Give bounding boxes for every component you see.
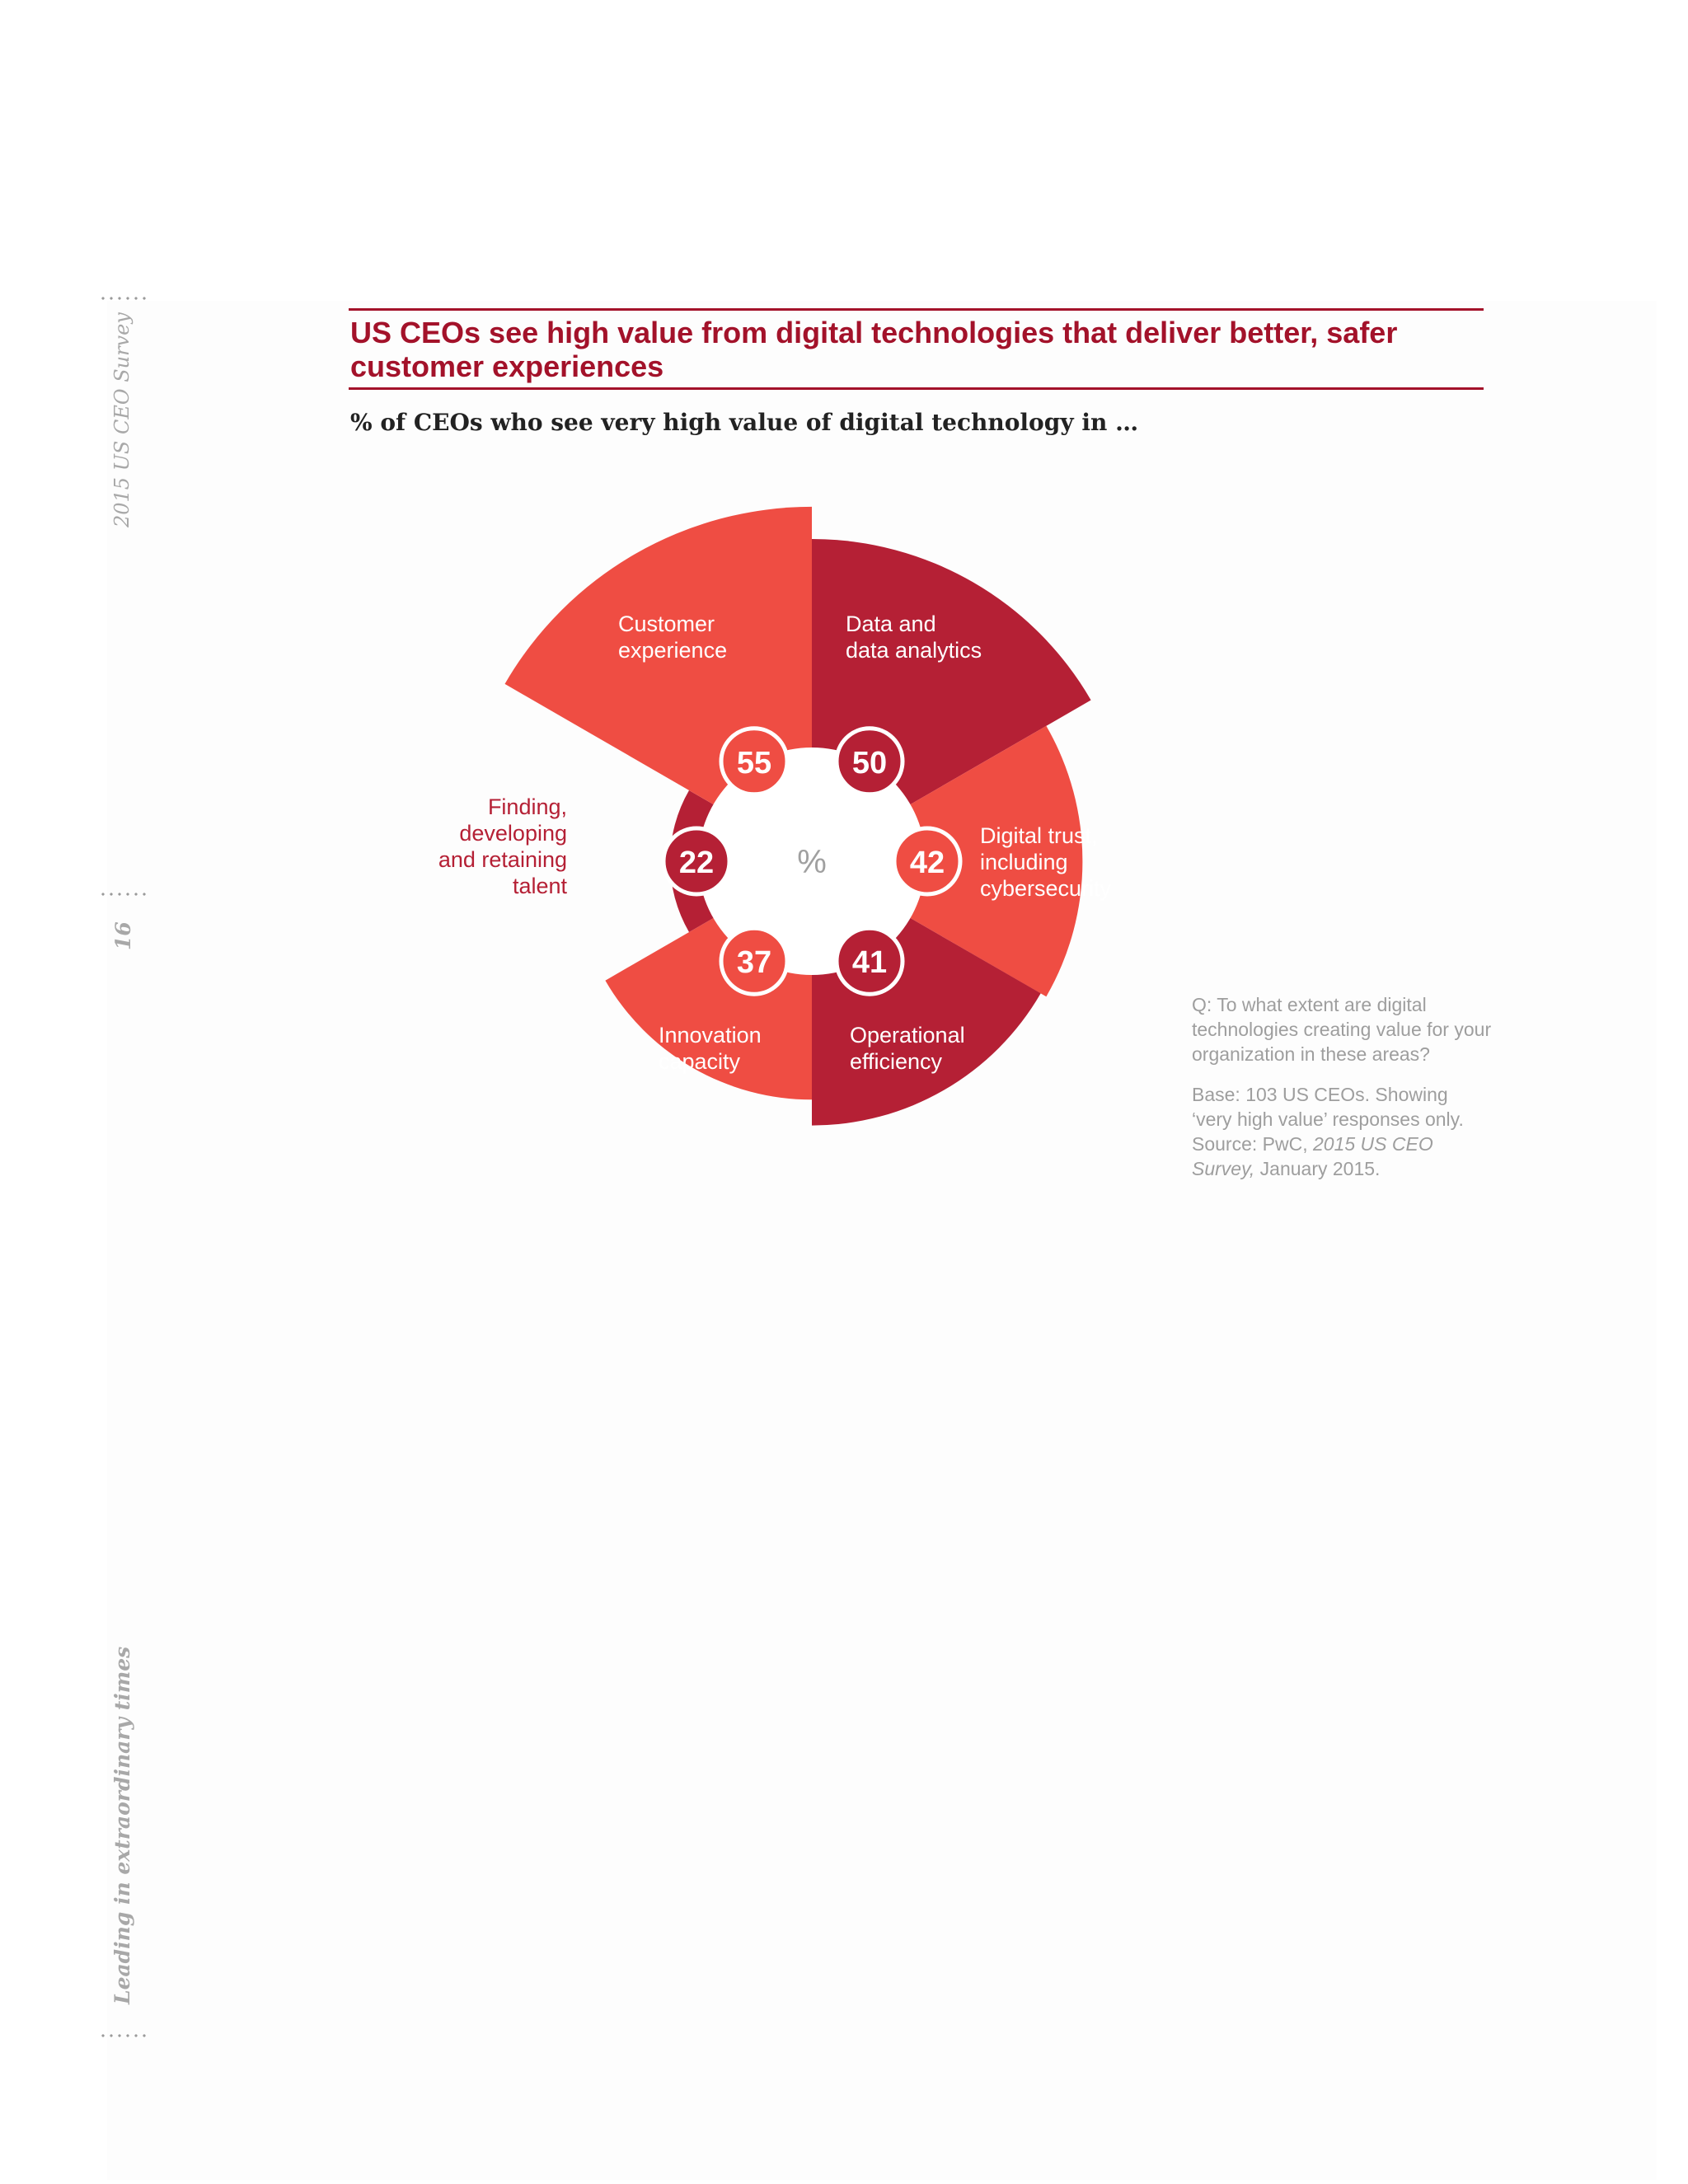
value-label-1: 50 — [851, 745, 888, 780]
segment-label-line: Data and — [846, 612, 936, 636]
note-source-title-1: 2015 US CEO — [1313, 1133, 1433, 1155]
value-label-2: 42 — [909, 846, 945, 880]
sidebar-survey-label: 2015 US CEO Survey — [110, 312, 134, 527]
chart-title: US CEOs see high value from digital technologies that deliver better, safer customer experiences — [350, 316, 1398, 383]
value-label-3: 41 — [851, 945, 888, 981]
sidebar-tagline: Leading in extraordinary times — [110, 1646, 134, 2004]
segment-label-line: capacity — [659, 1049, 741, 1074]
value-label-4: 37 — [736, 945, 772, 981]
note-base-line-1: Base: 103 US CEOs. Showing — [1192, 1084, 1448, 1105]
page-number: 16 — [111, 921, 135, 950]
note-source-title-2: Survey, — [1192, 1158, 1255, 1179]
segment-label-line: Customer — [618, 612, 715, 636]
segment-label-2 — [980, 823, 1112, 901]
center-percent-label: % — [797, 844, 827, 880]
segment-label-line: cybersecurity — [980, 876, 1112, 901]
segment-label-line: including — [980, 850, 1068, 874]
segment-label-line: efficiency — [850, 1049, 943, 1074]
segment-label-line: experience — [618, 638, 728, 663]
segment-label-line: Digital trust, — [980, 823, 1098, 848]
value-label-5: 22 — [678, 846, 715, 880]
segment-label-line: Finding, — [487, 794, 567, 819]
segment-label-line: developing — [459, 821, 567, 846]
segment-label-line: Innovation — [659, 1023, 762, 1047]
chart-subtitle: % of CEOs who see very high value of digital technology in … — [350, 409, 1139, 436]
segment-label-line: data analytics — [846, 638, 982, 663]
value-label-6: 55 — [736, 745, 772, 780]
note-source-date: January 2015. — [1254, 1158, 1381, 1179]
note-question: Q: To what extent are digital technologies creating value for your organization in these areas? — [1192, 994, 1492, 1065]
note-source-prefix: Source: PwC, — [1192, 1133, 1313, 1155]
note-base-line-2: ‘very high value’ responses only. — [1192, 1108, 1464, 1130]
note-base-source — [1192, 1082, 1505, 1181]
segment-label-line: talent — [512, 874, 567, 898]
segment-label-line: and retaining — [438, 847, 567, 872]
segment-label-5 — [438, 794, 568, 898]
segment-label-line: Operational — [850, 1023, 965, 1047]
